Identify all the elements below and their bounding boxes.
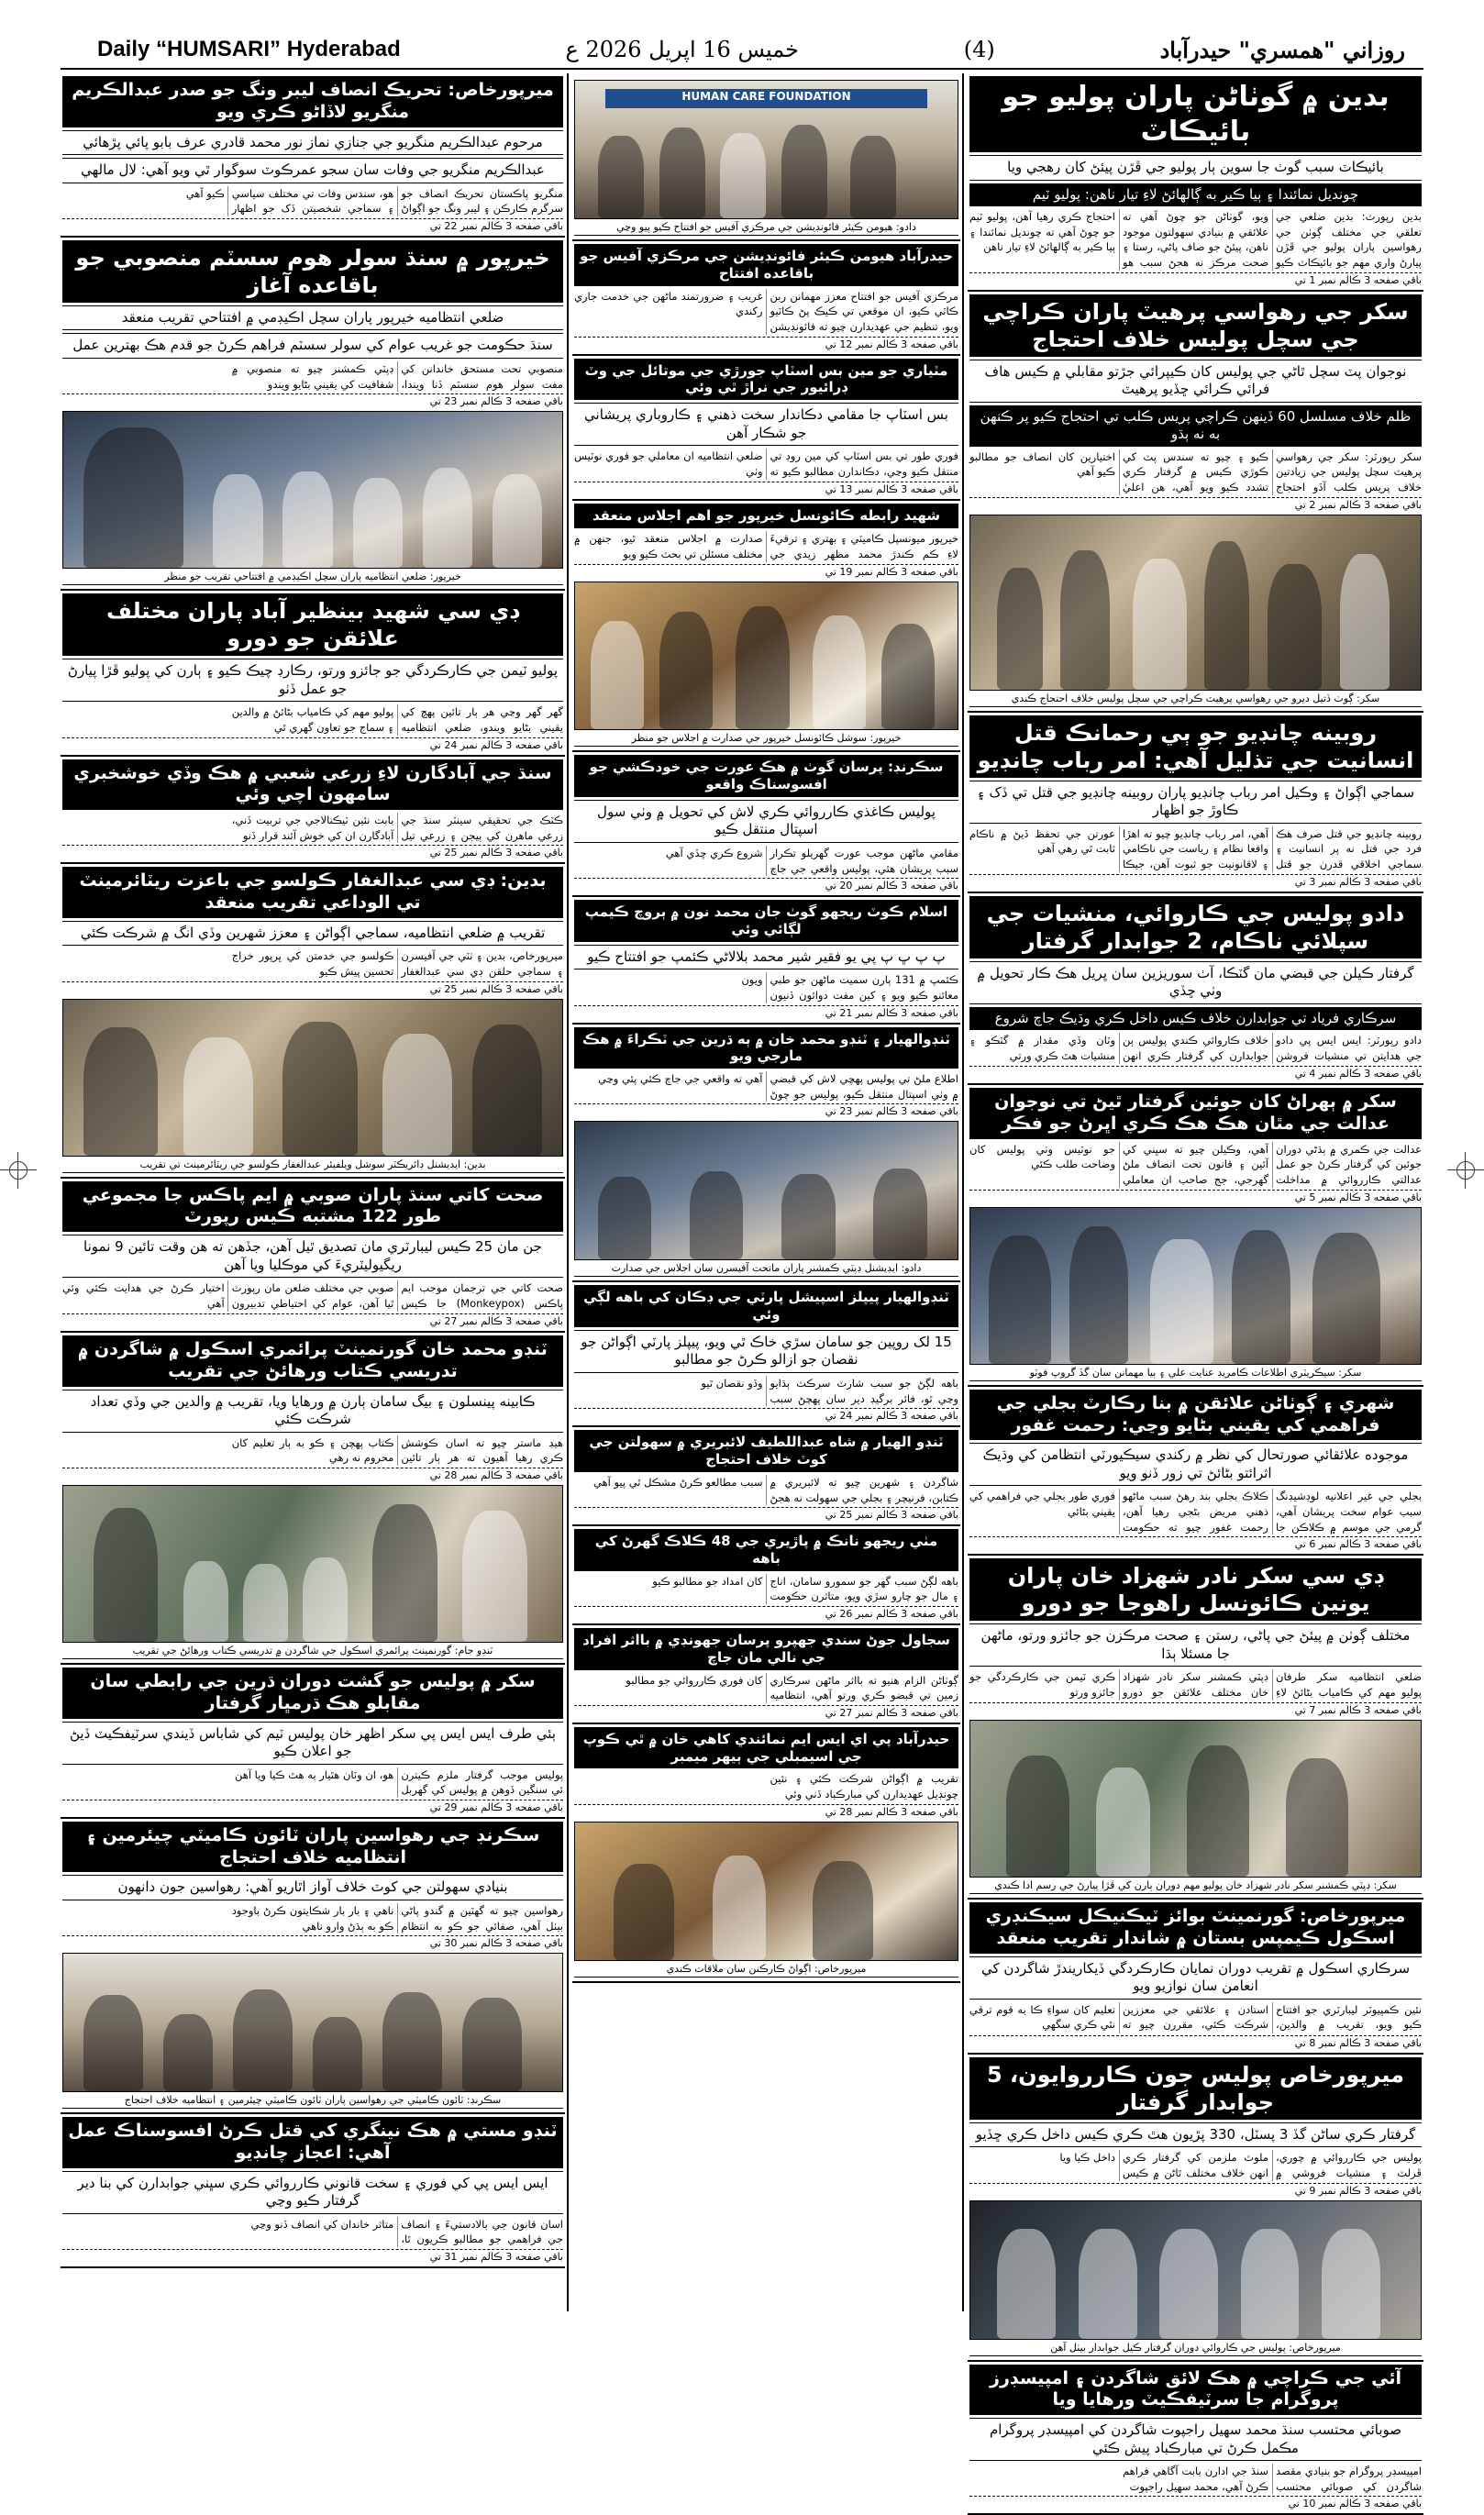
continued-note: باقي صفحه 3 ڪالم نمبر 24 تي xyxy=(62,737,563,751)
article-human-care-office xyxy=(572,241,960,356)
continued-note: باقي صفحه 3 ڪالم نمبر 25 تي xyxy=(62,981,563,995)
continued-note: باقي صفحه 3 ڪالم نمبر 28 تي xyxy=(62,1468,563,1481)
headline: اسلام ڪوٽ ريجهو گوٺ جان محمد نون ۾ ٻروچ ڪيمپ لڳائي وئي xyxy=(574,900,958,942)
headline: خيرپور ۾ سنڌ سولر هوم سسٽم منصوبي جو باقاعده آغاز xyxy=(62,240,563,303)
column-divider xyxy=(567,73,569,2311)
headline: آئي جي ڪراچي ۾ هڪ لائق شاگردن ۽ امپيسڊرز پروگرام جا سرٽيفڪيٽ ورهايا ويا xyxy=(969,2365,1422,2416)
photo-caption: خيرپور: سوشل ڪائونسل خيرپور جي صدارت ۾ اجلاس جو منظر xyxy=(574,730,958,747)
article-sakrand-suicide xyxy=(572,752,960,897)
page-number: (4) xyxy=(963,37,995,62)
continued-note: باقي صفحه 3 ڪالم نمبر 12 تي xyxy=(574,337,958,350)
article-body: باهه لڳڻ جو سبب شارٽ سرڪٽ ٻڌايو وڃي ٿو، فائر برگيڊ دير سان پهچڻ سبب وڏو نقصان ٿيو xyxy=(701,1376,958,1405)
subheadline: بنيادي سهولتن جي کوٽ خلاف آواز اٿاريو آهي: رهواسين جون دانهون xyxy=(62,1875,563,1900)
news-photo xyxy=(62,1485,563,1643)
subheadline: گرفتار ڪيلن جي قبضي مان گٽڪا، آٺ سوريزين سان ڀريل هڪ ڪار تحويل ۾ وٺي ڇڏي xyxy=(969,961,1422,1004)
headline: سڪرنڊ: پرسان گوٺ ۾ هڪ عورت جي خودڪشي جو افسوسناڪ واقعو xyxy=(574,755,958,797)
article-body: روبينه چانڊيو جي قتل صرف هڪ فرد جي قتل نه پر انسانيت ۽ سماجي اخلاقي قدرن جو قتل آهي، امر رباب چانڊيو چيو ته اهڙا واقعا نظام ۽ رياست جي ناڪامي ۽ لاقانونيت جو ثبوت آهن، جيڪا عورتن جي تحفظ ڏيڻ ۾ ناڪام ثابت ٿي رهي آهي xyxy=(969,826,1422,871)
continued-note: باقي صفحه 3 ڪالم نمبر 9 تي xyxy=(969,2183,1422,2197)
urdu-title: روزاني "همسري" حيدرآباد xyxy=(1159,36,1405,63)
article-mithi-fire xyxy=(572,1526,960,1625)
subheadline: مختلف ڳوٺن ۾ پيئڻ جي پاڻي، رستن ۽ صحت مرڪزن جو جائزو ورتو، ماڻهن جا مسئلا ٻڌا xyxy=(969,1623,1422,1667)
headline: ڊي سي شهيد بينظير آباد پاران مختلف علائقن جو دورو xyxy=(62,593,563,656)
photo-caption: ميرپورخاص: اڳواڻ ڪارڪنن سان ملاقات ڪندي xyxy=(574,1961,958,1978)
continued-note: باقي صفحه 3 ڪالم نمبر 8 تي xyxy=(969,2035,1422,2049)
issue-date: خميس 16 اپريل 2026 ع xyxy=(565,37,799,62)
subheadline: سماجي اڳواڻ ۽ وڪيل امر رباب چانڊيو پاران روبينه چانڊيو جي قتل تي ڏک ۽ ڪاوڙ جو اظهار xyxy=(969,781,1422,824)
headline: ميرپورخاص پوليس جون ڪارروايون، 5 جوابدار گرفتار xyxy=(969,2057,1422,2120)
subheadline: چونديل نمائندا ۽ ٻيا ڪير به ڳالهائڻ لاءِ تيار ناهن: پوليو ٽيم xyxy=(969,183,1422,207)
article-body: مرڪزي آفيس جو افتتاح معزز مهمانن ربن ڪاٽي ڪيو، ان موقعي تي ڪيڪ پڻ ڪاٽيو ويو، تنظيم جي عهديدارن چيو ته فائونڊيشن غريب ۽ ضرورتمند ماڻهن جي خدمت جاري رکندي xyxy=(574,289,958,333)
photo-caption: سڪرنڊ: ٽائون ڪاميٽي جي رهواسين پاران ٽائون ڪاميٽي چيئرمين ۽ انتظاميه خلاف احتجاج xyxy=(62,2092,563,2109)
continued-note: باقي صفحه 3 ڪالم نمبر 29 تي xyxy=(62,1800,563,1813)
news-photo xyxy=(574,1121,958,1260)
continued-note: باقي صفحه 3 ڪالم نمبر 4 تي xyxy=(969,1066,1422,1080)
article-body: سکر رپورٽر: سکر جي رهواسي پرهيٽ سچل پوليس جي زيادتين خلاف پريس ڪلب آڏو احتجاج ڪيو ۽ چيو ته سندس پٽ کي ڪوڙي ڪيس ۾ گرفتار ڪري تشدد ڪيو ويو آهي، هن اعليٰ اختيارين کان انصاف جو مطالبو ڪيو آهي xyxy=(969,449,1422,494)
photo-caption: سکر: ڊپٽي ڪمشنر سکر نادر شهزاد خان پوليو مهم دوران ٻارن کي ڦڙا پيارڻ جي رسم ادا ڪندي xyxy=(969,1878,1422,1894)
continued-note: باقي صفحه 3 ڪالم نمبر 6 تي xyxy=(969,1536,1422,1550)
subheadline: نوجوان پٽ سچل ٿاڻي جي پوليس کان ڪيپرائي جڙتو مقابلي ۾ ڪيس هاف فرائي ڪرائي ڇڏيو پرهيٽ xyxy=(969,360,1422,403)
article-body: اطلاع ملڻ تي پوليس پهچي لاش کي قبضي ۾ وٺي اسپتال منتقل ڪيو، پوليس جو چوڻ آهي ته واقعي جي جاچ ڪئي پئي وڃي xyxy=(598,1072,958,1101)
article-body: گهر گهر وڃي هر ٻار تائين پهچ کي يقيني بڻايو ويندو، ضلعي انتظاميه پوليو مهم کي ڪامياب بڻائڻ ۾ والدين ۽ سماج جو تعاون گهري ٿي xyxy=(231,705,563,734)
continued-note: باقي صفحه 3 ڪالم نمبر 31 تي xyxy=(62,2249,563,2263)
article-badin-farewell xyxy=(61,864,565,1178)
article-mirpurkhas-school xyxy=(968,1900,1423,2055)
article-sakrand-residents xyxy=(61,1819,565,2114)
continued-note: باقي صفحه 3 ڪالم نمبر 20 تي xyxy=(574,878,958,892)
article-body: ضلعي انتظاميه سکر طرفان پوليو مهم کي ڪامياب بڻائڻ لاءِ ڊپٽي ڪمشنر سکر نادر شهزاد خان مختلف علائقن جو دورو ڪري ٽيمن جي ڪارڪردگي جو جائزو ورتو xyxy=(969,1670,1422,1699)
article-body: امپيسڊر پروگرام جو بنيادي مقصد شاگردن کي صوبائي محتسب سنڌ جي ادارن بابت آگاهي فراهم ڪرڻ آهي، محمد سهيل راجپوت xyxy=(1123,2465,1422,2493)
article-pti-leader-death xyxy=(61,73,565,238)
newspaper-page xyxy=(61,73,1423,2510)
headline: شهيد رابطه ڪائونسل خيرپور جو اهم اجلاس منعقد xyxy=(574,504,958,528)
headline: ٽنڊو الهيار ۾ شاه عبداللطيف لائبريري ۾ سهولتن جي کوٽ خلاف احتجاج xyxy=(574,1430,958,1472)
registration-mark-right xyxy=(1447,1152,1484,1189)
article-body: ڪئمپ ۾ 131 ٻارن سميت ماڻهن جو طبي معائنو ڪيو ويو ۽ کين مفت دوائون ڏنيون ويون xyxy=(741,973,958,1002)
article-dadu-police xyxy=(968,893,1423,1086)
article-body: پوليس جي ڪارروائي ۾ چوري، ڦرلٽ ۽ منشيات فروشي ۾ ملوث ملزمن کي گرفتار ڪري انهن خلاف مختلف ٿاڻن ۾ ڪيس داخل ڪيا ويا xyxy=(1059,2151,1422,2179)
article-body: شاگردن ۽ شهرين چيو ته لائبريري ۾ ڪتابن، فرنيچر ۽ بجلي جي سهولت نه هجڻ سبب مطالعو ڪرڻ مشڪل ٿي پيو آهي xyxy=(592,1475,958,1504)
continued-note: باقي صفحه 3 ڪالم نمبر 28 تي xyxy=(574,1804,958,1818)
photo-caption: سکر: ڳوٺ ڏتيل ديرو جي رهواسي پرهيٽ ڪراچي جي سچل پوليس خلاف احتجاج ڪندي xyxy=(969,691,1422,707)
news-photo xyxy=(969,515,1422,691)
continued-note: باقي صفحه 3 ڪالم نمبر 27 تي xyxy=(62,1313,563,1327)
photo-caption: خيرپور: ضلعي انتظاميه پاران سچل اڪيڊمي ۾ افتتاحي تقريب جو منظر xyxy=(62,569,563,585)
headline: بدين ۾ گوٺاڻن پاران پوليو جو بائيڪاٽ xyxy=(969,76,1422,152)
headline: مٺي ريجهو نانڪ ۾ پاڙيري جي 48 ڪلاڪ گهرڻ کي باهه xyxy=(574,1529,958,1571)
article-mpox-cases xyxy=(61,1179,565,1334)
column-divider xyxy=(962,73,964,2311)
article-body: ميرپورخاص، بدين ۽ ٺٽي جي آفيسرن ۽ سماجي حلقن ڊي سي عبدالغفار ڪولسو جي خدمتن کي ڀرپور خراج تحسين پيش ڪيو xyxy=(231,949,563,979)
photo-caption: سکر: سيڪريٽري اطلاعات ڪامريڊ عنايت علي ۽ ٻيا مهمانن سان گڏ گروپ فوٽو xyxy=(969,1365,1422,1381)
article-ambassador-certificates xyxy=(968,2362,1423,2515)
article-body: ڳوٺاڻن الزام هنيو ته بااثر ماڻهن سرڪاري زمين تي قبضو ڪري ورتو آهي، انتظاميه کان فوري ڪارروائي جو مطالبو xyxy=(626,1673,958,1702)
article-electricity xyxy=(968,1387,1423,1557)
article-body: صحت کاتي جي ترجمان موجب ايم پاڪس (Monkeypox) جا ڪيس صوبي جي مختلف ضلعن مان رپورٽ ٿيا آهن، عوام کي احتياطي تدبيرون اختيار ڪرڻ جي هدايت ڪئي وئي آهي xyxy=(62,1281,563,1310)
subheadline: ايس ايس پي کي فوري ۽ سخت قانوني ڪارروائي ڪري سڀني جوابدارن کي بنا دير گرفتار ڪيو وڃي xyxy=(62,2171,563,2214)
article-body: منصوبي تحت مستحق خاندانن کي مفت سولر هوم سسٽم ڏنا ويندا، ڊپٽي ڪمشنر چيو ته منصوبي ۾ شفافيت کي يقيني بڻايو ويندو xyxy=(231,361,563,391)
article-mirpurkhas-police xyxy=(968,2055,1423,2362)
article-tando-masti xyxy=(61,2114,565,2268)
article-body: پوليس موجب گرفتار ملزم ڪيترن ئي سنگين ڏوهن ۾ پوليس کي گهربل هو، ان وٽان هٿيار به هٿ ڪيا ويا آهن xyxy=(235,1767,563,1797)
article-shop-fire xyxy=(572,1282,960,1427)
headline: دادو پوليس جي ڪاروائي، منشيات جي سپلائي ناڪام، 2 جوابدار گرفتار xyxy=(969,896,1422,958)
headline: ميرپورخاص: تحريڪ انصاف ليبر ونگ جو صدر عبدالڪريم منگريو لاڏاڻو ڪري ويو xyxy=(62,76,563,127)
photo-caption: دادو: ايڊيشنل ڊپٽي ڪمشنر پاران ماتحت آفيسرن سان اجلاس جي صدارت xyxy=(574,1260,958,1277)
article-body: نئين ڪمپيوٽر ليبارٽري جو افتتاح ڪيو ويو، تقريب ۾ والدين، استادن ۽ علائقي جي معززين شرڪت ڪئي، مقررن چيو ته تعليم کان سواءِ ڪا به قوم ترقي نٿي ڪري سگهي xyxy=(969,2002,1422,2032)
article-islamkot-camp xyxy=(572,897,960,1024)
article-body: منگريو پاڪستان تحريڪ انصاف جو سرگرم ڪارڪن ۽ ليبر ونگ جو اڳواڻ هو، سندس وفات تي مختلف سياسي ۽ سماجي شخصيتن ڏک جو اظهار ڪيو آهي xyxy=(185,186,563,216)
headline: سکر ۾ پوليس جو گشت دوران ڌرين جي رابطي سان مقابلو هڪ ڌرمڀار گرفتار xyxy=(62,1667,563,1719)
continued-note: باقي صفحه 3 ڪالم نمبر 5 تي xyxy=(969,1190,1422,1203)
continued-note: باقي صفحه 3 ڪالم نمبر 21 تي xyxy=(574,1005,958,1019)
subheadline: پوليس ڪاغذي ڪارروائي ڪري لاش کي تحويل ۾ وٺي سول اسپتال منتقل ڪيو xyxy=(574,800,958,843)
article-body: باهه لڳڻ سبب گهر جو سمورو سامان، اناج ۽ مال جو چارو سڙي ويو، متاثرن حڪومت کان امداد جو مطالبو ڪيو xyxy=(652,1574,958,1603)
article-body: اسان قانون جي بالادستيءَ ۽ انصاف جي فراهمي جو مطالبو ڪريون ٿا، متاثر خاندان کي انصاف ڏنو وڃي xyxy=(250,2217,563,2246)
news-photo xyxy=(969,2200,1422,2340)
headline: حيدرآباد پي اي ايس ايم نمائندي کاهي خان ۾ ٿي ڪوپ جي اسيمبلي جي ٻيهر ميمبر xyxy=(574,1727,958,1769)
article-khairpur-solar xyxy=(61,238,565,591)
middle-column xyxy=(572,73,960,2311)
news-photo xyxy=(574,80,958,219)
article-khairpur-council xyxy=(572,501,960,752)
continued-note: باقي صفحه 3 ڪالم نمبر 30 تي xyxy=(62,1935,563,1949)
continued-note: باقي صفحه 3 ڪالم نمبر 2 تي xyxy=(969,497,1422,511)
photo-banner-text: HUMAN CARE FOUNDATION xyxy=(605,89,926,108)
subheadline: موجوده علائقائي صورتحال کي نظر ۾ رکندي سيڪيورٽي انتظامن کي وڌيڪ اثرائتو بڻائڻ تي زور ڏنو ويو xyxy=(969,1443,1422,1486)
article-library-protest xyxy=(572,1427,960,1526)
continued-note: باقي صفحه 3 ڪالم نمبر 1 تي xyxy=(969,272,1422,286)
continued-note: باقي صفحه 3 ڪالم نمبر 24 تي xyxy=(574,1408,958,1422)
subheadline: بس اسٽاپ جا مقامي دڪاندار سخت ذهني ۽ ڪاروباري پريشاني جو شڪار آهن xyxy=(574,403,958,446)
headline: ٽنڊو محمد خان گورنمينٽ پرائمري اسڪول ۾ شاگردن ۾ تدريسي ڪتاب ورهائڻ جي تقريب xyxy=(62,1335,563,1387)
english-title: Daily “HUMSARI” Hyderabad xyxy=(97,37,401,61)
continued-note: باقي صفحه 3 ڪالم نمبر 7 تي xyxy=(969,1702,1422,1716)
headline: بدين: ڊي سي عبدالغفار ڪولسو جي باعزت ريٽائرمينٽ تي الوداعي تقريب منعقد xyxy=(62,867,563,918)
photo-caption: ٽنڊو جام: گورنمينٽ پرائمري اسڪول جي شاگردن ۾ تدريسي ڪتاب ورهائڻ جي تقريب xyxy=(62,1643,563,1659)
continued-note: باقي صفحه 3 ڪالم نمبر 13 تي xyxy=(574,482,958,495)
continued-note: باقي صفحه 3 ڪالم نمبر 22 تي xyxy=(62,218,563,232)
article-body: ڪٽڪ جي تحقيقي سينٽر سنڌ جي زرعي ماهرن کي ٻيجن ۽ زرعي تيل بابت نئين ٽيڪنالاجي جي تربيت ڏني، آبادگارن ان کي خوش آئند قرار ڏنو xyxy=(231,814,563,842)
headline: سکر ۾ ٻهراڻ کان جوئين گرفتار ٿيڻ تي نوجوان عدالت جي مٿان هڪ هڪ ڪري اڀرڻ جو فڪر xyxy=(969,1088,1422,1139)
article-body: فوري طور تي بس اسٽاپ کي مين روڊ تي منتقل ڪيو وڃي، دڪاندارن مطالبو ڪيو ته ضلعي انتظاميه ان معاملي جو فوري نوٽيس وٺي xyxy=(574,449,958,478)
headline: شهري ۽ ڳوٺاڻن علائقن ۾ بنا رڪارٽ بجلي جي فراهمي کي يقيني بڻايو وڃي: رحمت غفور xyxy=(969,1390,1422,1441)
article-sukkur-encounter xyxy=(61,1665,565,1819)
news-photo xyxy=(574,582,958,730)
photo-caption: بدين: ايڊيشنل ڊائريڪٽر سوشل ويلفيئر عبدالغفار ڪولسو جي ريٽائرمينٽ تي تقريب xyxy=(62,1157,563,1173)
article-matiari-bus-stop xyxy=(572,356,960,502)
article-hyderabad-assembly xyxy=(572,1724,960,1983)
subheadline: گرفتار ڪري ساڻن گڏ 3 پسٽل، 330 پڙيون هٿ ڪري ڪيس داخل ڪري ڇڏيو xyxy=(969,2122,1422,2148)
subheadline: ڪابينه پينسلون ۽ بيگ سامان ٻارن ۾ ورهايا ويا، تقريب ۾ والدين جي وڏي تعداد شرڪت ڪئي xyxy=(62,1390,563,1433)
news-photo xyxy=(969,1720,1422,1878)
subheadline: تقريب ۾ ضلعي انتظاميه، سماجي اڳواڻن ۽ معزز شهرين وڏي انگ ۾ شرڪت ڪئي xyxy=(62,921,563,947)
continued-note: باقي صفحه 3 ڪالم نمبر 3 تي xyxy=(969,874,1422,888)
article-badin-polio xyxy=(968,73,1423,292)
headline: ڊي سي سکر نادر شهزاد خان پاران يونين ڪائونسل راهوجا جو دورو xyxy=(969,1558,1422,1621)
article-sukkur-court xyxy=(968,1085,1423,1387)
continued-note: باقي صفحه 3 ڪالم نمبر 25 تي xyxy=(62,845,563,859)
headline: ميرپورخاص: گورنمينٽ بوائز ٽيڪنيڪل سيڪنڊري اسڪول ڪيمپس بستان ۾ شاندار تقريب منعقد xyxy=(969,1902,1422,1954)
continued-note: باقي صفحه 3 ڪالم نمبر 26 تي xyxy=(574,1606,958,1620)
headline: ٽنڊوالهيار پيپلز اسپيشل پارٽي جي ڊڪان کي باهه لڳي وئي xyxy=(574,1285,958,1327)
article-tando-clash xyxy=(572,1025,960,1283)
continued-note: باقي صفحه 3 ڪالم نمبر 19 تي xyxy=(574,564,958,578)
article-agriculture xyxy=(61,757,565,865)
headline: سجاول جوڻ سندي جهپرو پرسان جهونڊي ۾ بااثر افراد جي نالي مان جاچ xyxy=(574,1628,958,1670)
subheadline: صوبائي محتسب سنڌ محمد سهيل راجپوت شاگردن کي امپيسڊر پروگرام مڪمل ڪرڻ تي مبارڪباد پيش ڪئي xyxy=(969,2418,1422,2461)
right-column xyxy=(968,73,1423,2510)
subheadline: ظلم خلاف مسلسل 60 ڏينهن ڪراچي پريس ڪلب تي احتجاج ڪيو پر ڪنهن به نه ٻڌو xyxy=(969,405,1422,447)
headline: حيدرآباد هيومن ڪيئر فائونڊيشن جي مرڪزي آفيس جو باقاعده افتتاح xyxy=(574,244,958,286)
continued-note: باقي صفحه 3 ڪالم نمبر 10 تي xyxy=(969,2496,1422,2509)
article-body: تقريب ۾ اڳواڻن شرڪت ڪئي ۽ نئين چونڊيل عهديدارن کي مبارڪباد ڏني وئي xyxy=(770,1772,958,1801)
article-human-care-photo xyxy=(572,73,960,241)
subheadline: عبدالڪريم منگريو جي وفات سان سجو عمرڪوٽ سوگوار ٿي ويو آهي: لال مالهي xyxy=(62,158,563,183)
headline: ٽنڊو مستي ۾ هڪ نينگري کي قتل ڪرڻ افسوسناڪ عمل آهي: اعجاز چانڊيو xyxy=(62,2117,563,2168)
continued-note: باقي صفحه 3 ڪالم نمبر 25 تي xyxy=(574,1507,958,1521)
subheadline: مرحوم عبدالڪريم منگريو جي جنازي نماز نور محمد قادري عرف بابو پائي پڙهائي xyxy=(62,130,563,156)
article-body: هيڊ ماستر چيو ته اسان ڪوشش ڪري رهيا آهيون ته هر ٻار تائين ڪتاب پهچن ۽ ڪو به ٻار تعليم کان محروم نه رهي xyxy=(231,1435,563,1465)
news-photo xyxy=(62,1953,563,2092)
article-sujawal xyxy=(572,1625,960,1724)
headline: سڪرنڊ جي رهواسين پاران ٽائون ڪاميٽي چيئرمين ۽ انتظاميه خلاف احتجاج xyxy=(62,1822,563,1873)
article-body: بجلي جي غير اعلانيه لوڊشيڊنگ سبب عوام سخت پريشان آهي، گرمي جي موسم ۾ ڪلاڪن جا ڪلاڪ بجلي بند رهڻ سبب ماڻهو ذهني مريض بڻجي رهيا آهن، رحمت غفور چيو ته حڪومت فوري طور بجلي جي فراهمي کي يقيني بڻائي xyxy=(969,1490,1422,1534)
news-photo xyxy=(574,1822,958,1961)
headline: سکر جي رهواسي پرهيٽ پاران ڪراچي جي سچل پوليس خلاف احتجاج xyxy=(969,294,1422,357)
subheadline: پ پ ڀ پ پي يو فقير شير محمد بلالاڻي ڪئمپ جو افتتاح ڪيو xyxy=(574,945,958,970)
continued-note: باقي صفحه 3 ڪالم نمبر 23 تي xyxy=(62,393,563,407)
article-body: مقامي ماڻهن موجب عورت گهريلو تڪرار سبب پريشان هئي، پوليس واقعي جي جاچ شروع ڪري ڇڏي آهي xyxy=(665,846,958,875)
article-sukkur-protest xyxy=(968,292,1423,713)
continued-note: باقي صفحه 3 ڪالم نمبر 27 تي xyxy=(574,1705,958,1719)
subheadline: سرڪاري اسڪول ۾ تقريب دوران نمايان ڪارڪردگي ڏيکاريندڙ شاگردن کي انعامن سان نوازيو ويو xyxy=(969,1956,1422,2000)
left-column xyxy=(61,73,565,2311)
news-photo xyxy=(62,999,563,1157)
subheadline: سرڪاري فرياد تي جوابدارن خلاف ڪيس داخل ڪري وڌيڪ جاچ شروع xyxy=(969,1007,1422,1031)
subheadline: 15 لک روپين جو سامان سڙي خاڪ ٿي ويو، پيپلز پارٽي اڳواڻن جو نقصان جو ازالو ڪرڻ جو مطالبو xyxy=(574,1330,958,1373)
subheadline: ضلعي انتظاميه خيرپور پاران سچل اڪيڊمي ۾ افتتاحي تقريب منعقد xyxy=(62,305,563,331)
masthead xyxy=(61,31,1423,70)
continued-note: باقي صفحه 3 ڪالم نمبر 23 تي xyxy=(574,1103,958,1117)
article-school-books xyxy=(61,1333,565,1665)
article-body: رهواسين چيو ته گهٽين ۾ گندو پاڻي بيٺل آهي، صفائي جو ڪو به انتظام ناهي ۽ بار بار شڪايتون ڪرڻ باوجود ڪو به ٻڌڻ وارو ناهي xyxy=(231,1903,563,1933)
article-rubina-chandio xyxy=(968,713,1423,893)
headline: سنڌ جي آبادگارن لاءِ زرعي شعبي ۾ هڪ وڏي خوشخبري سامهون اچي وئي xyxy=(62,759,563,811)
headline: ٽنڊوالهيار ۽ ٽنڊو محمد خان ۾ ٻه ڌرين جي ٽڪراءَ ۾ هڪ مارجي ويو xyxy=(574,1027,958,1069)
subheadline: بائيڪاٽ سبب گوٺ جا سوين ٻار پوليو جي ڦڙن پيئڻ کان رهجي ويا xyxy=(969,155,1422,181)
news-photo xyxy=(62,411,563,569)
registration-mark-left xyxy=(0,1152,37,1189)
news-photo xyxy=(969,1207,1422,1365)
photo-caption: ميرپورخاص: پوليس جي ڪاروائي دوران گرفتار ڪيل جوابدار بيٺل آهن xyxy=(969,2340,1422,2356)
subheadline: جن مان 25 ڪيس ليبارٽري مان تصديق ٿيل آهن، جڏهن ته هن وقت تائين 9 نمونا ريگيوليٽريءَ کي موڪليا ويا آهن xyxy=(62,1235,563,1278)
photo-caption: دادو: هيومن ڪيئر فائونڊيشن جي مرڪزي آفيس جو افتتاح ڪيو پيو وڃي xyxy=(574,219,958,236)
article-body: بدين رپورٽ: بدين ضلعي جي تعلقي جي مختلف ڳوٺن جي رهواسين پاران پوليو جي ڦڙن پيارڻ واري مهم جو بائيڪاٽ ڪيو ويو، گوٺاڻن جو چوڻ آهي ته علائقي ۾ بنيادي سهولتون موجود ناهن، پيئڻ جو صاف پاڻي، رستا ۽ صحت مرڪز نه هجڻ سبب هو احتجاج ڪري رهيا آهن، پوليو ٽيم جو چوڻ آهي ته چونديل نمائندا ۽ ٻيا ڪير به ڳالهائڻ لاءِ تيار ناهن xyxy=(969,210,1422,270)
headline: صحت کاتي سنڌ پاران صوبي ۾ ايم پاڪس جا مجموعي طور 122 مشتبه ڪيس رپورٽ xyxy=(62,1181,563,1233)
article-body: عدالت جي ڪمري ۾ ٻڌڻي دوران جوئين کي گرفتار ڪرڻ جو عمل عدالتي ڪارروائي ۾ مداخلت آهي، وڪيلن چيو ته سڀني کي آئين ۽ قانون تحت انصاف ملڻ گهرجي، جج صاحب ان معاملي جو نوٽيس وٺي پوليس کان وضاحت طلب ڪئي xyxy=(969,1142,1422,1187)
headline: مٽياري جو مين بس اسٽاپ جورڙي جي موتائل جي وٽ ڊرائيور جي نراڙ ٿي وئي xyxy=(574,359,958,401)
subheadline: پوليو ٽيمن جي ڪارڪردگي جو جائزو ورتو، رڪارڊ چيڪ ڪيو ۽ ٻارن کي پوليو ڦڙا پيارڻ جو عمل ڏٺو xyxy=(62,659,563,702)
subheadline: ٻئي طرف ايس ايس پي سکر اظهر خان پوليس ٽيم کي شاباس ڏيندي سرٽيفڪيٽ ڏيڻ جو اعلان ڪيو xyxy=(62,1722,563,1765)
article-body: خيرپور ميونسپل ڪاميٽي ۽ بهتري ۽ ترقيءَ لاءِ ڪم ڪندڙ محمد مظهر زيدي جي صدارت ۾ اجلاس منعقد ٿيو، جنهن ۾ مختلف مسئلن تي بحث ڪيو ويو xyxy=(574,532,958,560)
article-dc-benazirabad xyxy=(61,591,565,756)
article-body: دادو رپورٽر: ايس ايس پي دادو جي هدايتن تي منشيات فروشن خلاف ڪاروائي ڪندي پوليس ٻن جوابدارن کي گرفتار ڪري انهن وٽان وڏي مقدار ۾ گٽڪو ۽ منشيات هٿ ڪري ورتي xyxy=(969,1034,1422,1062)
article-dc-sukkur-visit xyxy=(968,1556,1423,1900)
headline: روبينه چانڊيو جو ٻي رحمانڪ قتل انسانيت جي تذليل آهي: امر رباب چانڊيو xyxy=(969,715,1422,778)
subheadline: سنڌ حڪومت جو غريب عوام کي سولر سسٽم فراهم ڪرڻ جو قدم هڪ بهترين عمل xyxy=(62,333,563,359)
